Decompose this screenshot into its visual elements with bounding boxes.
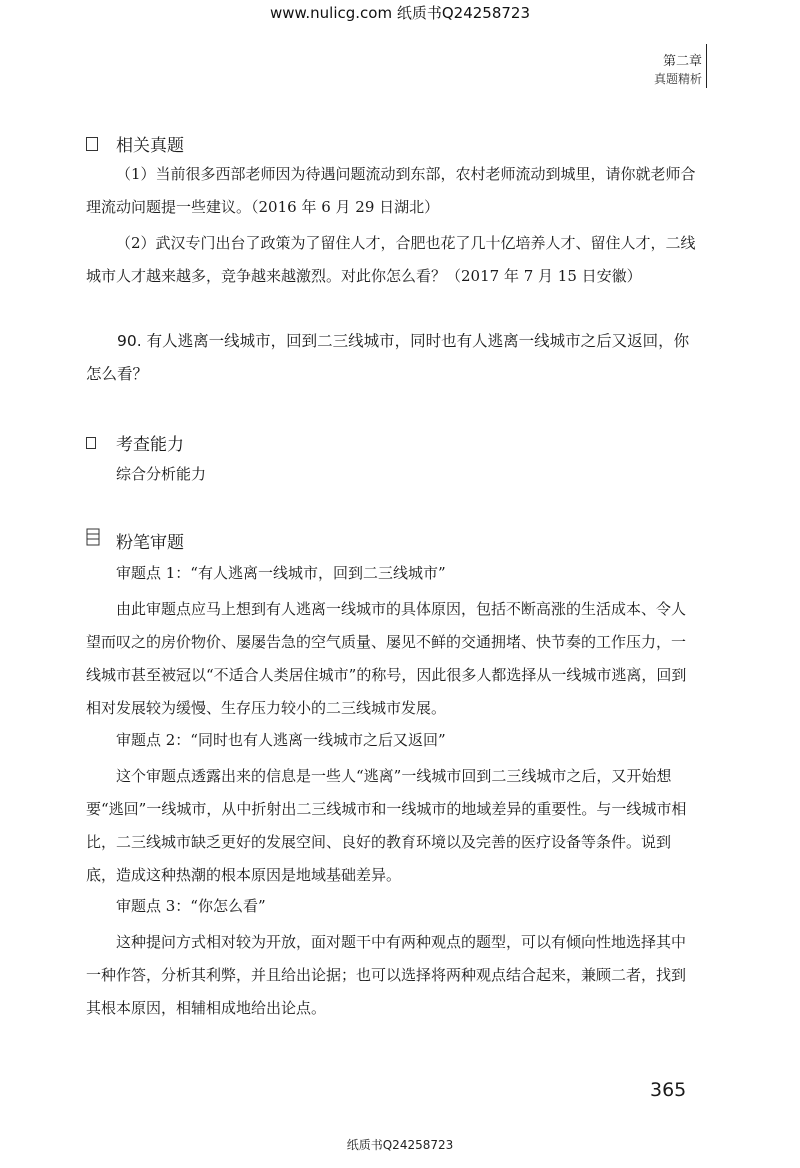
point-2-text: 这个审题点透露出来的信息是一些人“逃离”一线城市回到二三线城市之后，又开始想要“逃回”一线城市，从中折射出二三线城市和一线城市的地域差异的重要性。与一线城市相比，二三线城市缺乏更好的发展空间、良好的教育环境以及完善的医疗设备等条件。说到底，造成这种热潮的根本原因是地域基础差异。 (86, 767, 687, 884)
related-item-2: （2）武汉专门出台了政策为了留住人才，合肥也花了几十亿培养人才、留住人才，二线城市人才越来越多，竞争越来越激烈。对此你怎么看？（2017 年 7 月 15 日安徽） (86, 234, 696, 285)
page-number: 365 (650, 1079, 687, 1101)
ability-heading: 考查能力 (116, 435, 184, 455)
related-heading: 相关真题 (116, 136, 184, 156)
top-watermark: www.nulicg.com 纸质书Q24258723 (269, 4, 531, 22)
analysis-section-icon (86, 528, 100, 546)
point-2-title: 审题点 2：“同时也有人逃离一线城市之后又返回” (116, 731, 446, 749)
point-3-title: 审题点 3：“你怎么看” (116, 897, 266, 915)
point-1-title: 审题点 1：“有人逃离一线城市，回到二三线城市” (116, 564, 446, 582)
point-3-text: 这种提问方式相对较为开放，面对题干中有两种观点的题型，可以有倾向性地选择其中一种作答，分析其利弊，并且给出论据；也可以选择将两种观点结合起来，兼顾二者，找到其根本原因，相辅相成地给出论点。 (86, 933, 687, 1017)
point-1-text: 由此审题点应马上想到有人逃离一线城市的具体原因，包括不断高涨的生活成本、令人望而叹之的房价物价、屡屡告急的空气质量、屡见不鲜的交通拥堵、快节奏的工作压力，一线城市甚至被冠以“不适合人类居住城市”的称号，因此很多人都选择从一线城市逃离，回到相对发展较为缓慢、生存压力较小的二三线城市发展。 (86, 600, 687, 717)
chapter-subtitle: 真题精析 (653, 72, 702, 86)
ability-text: 综合分析能力 (116, 465, 207, 483)
analysis-heading: 粉笔审题 (116, 533, 184, 553)
bottom-watermark: 纸质书Q24258723 (346, 1138, 454, 1152)
related-item-1: （1）当前很多西部老师因为待遇问题流动到东部，农村老师流动到城里，请你就老师合理流动问题提一些建议。（2016 年 6 月 29 日湖北） (86, 165, 696, 216)
related-section-icon (86, 137, 98, 151)
question-text: 90. 有人逃离一线城市，回到二三线城市，同时也有人逃离一线城市之后又返回，你怎么看？ (86, 332, 690, 383)
ability-section-icon (86, 437, 96, 449)
chapter-label: 第二章 (662, 54, 702, 69)
chapter-divider (706, 44, 707, 88)
